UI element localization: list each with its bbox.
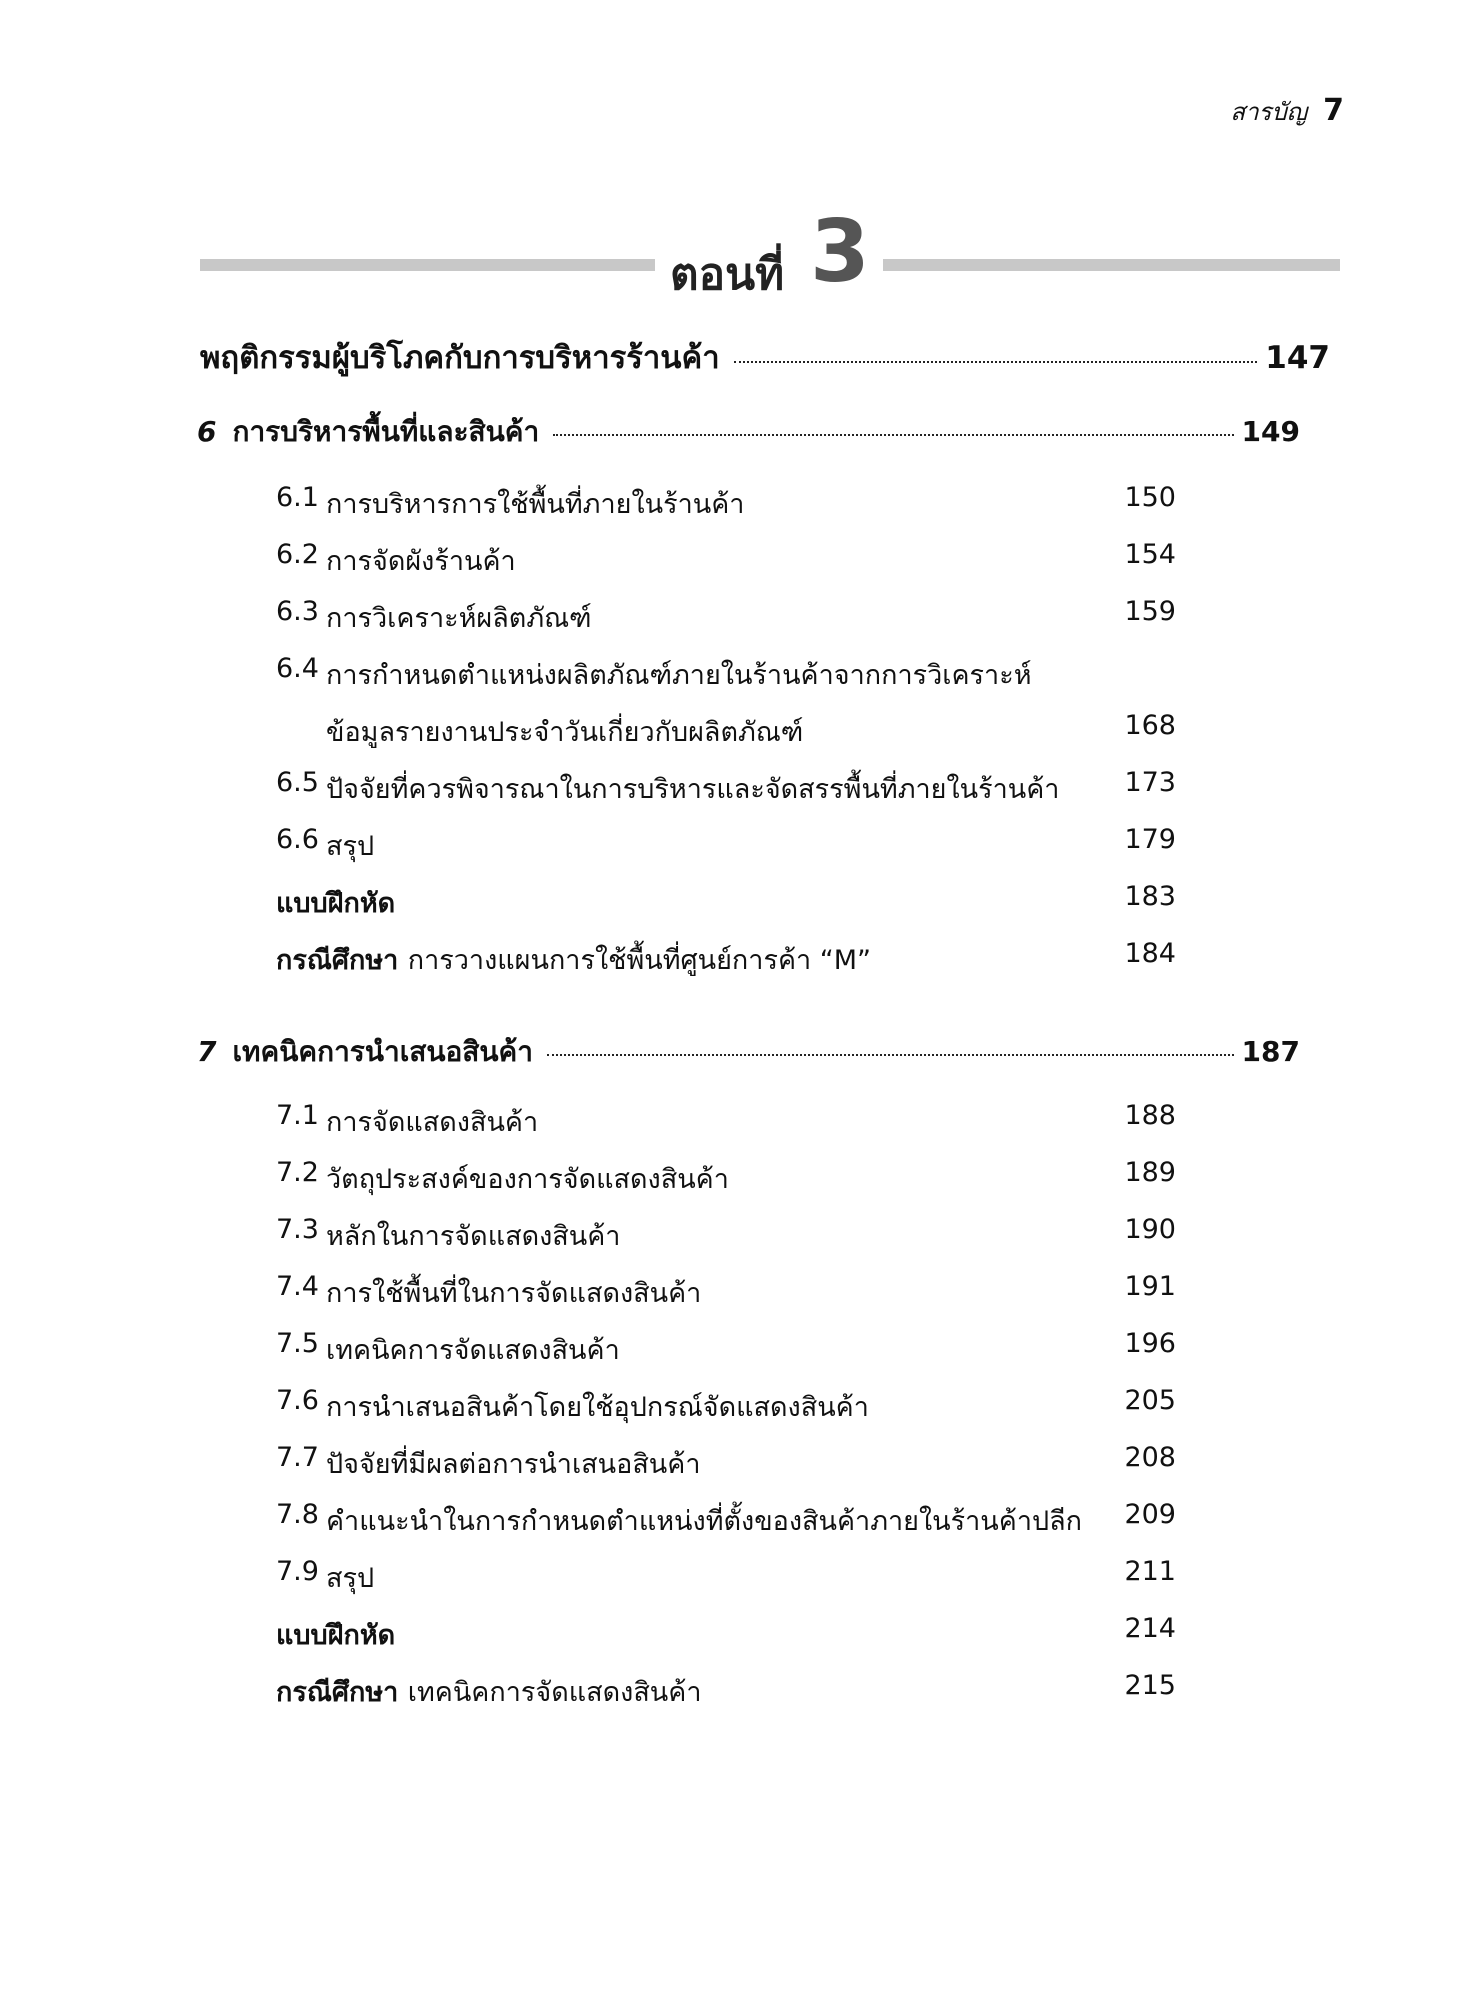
entry-page: 168 (1124, 710, 1176, 741)
entry-page: 190 (1124, 1214, 1176, 1245)
chapter-7-row[interactable] (197, 1030, 1300, 1074)
dot-leader (547, 1054, 1234, 1056)
chapter-number: 6 (197, 415, 217, 448)
entry-page: 209 (1124, 1499, 1176, 1530)
chapter-page: 149 (1241, 415, 1300, 448)
entry-page: 154 (1124, 539, 1176, 570)
entry-page: 214 (1124, 1613, 1176, 1644)
dot-leader (553, 434, 1233, 436)
entry-title: วัตถุประสงค์ของการจัดแสดงสินค้า (326, 1164, 729, 1195)
entry-title: การบริหารการใช้พื้นที่ภายในร้านค้า (326, 489, 745, 520)
chapter-title: เทคนิคการนำเสนอสินค้า (232, 1035, 533, 1068)
entry-page: 196 (1124, 1328, 1176, 1359)
entry-page: 183 (1124, 881, 1176, 912)
entry-number: 6.1 (276, 482, 319, 513)
entry-title: เทคนิคการจัดแสดงสินค้า (326, 1335, 620, 1366)
entry-page: 159 (1124, 596, 1176, 627)
part-label: ตอนที่ (670, 249, 785, 300)
dot-leader (734, 361, 1258, 363)
entry-number: 6.6 (276, 824, 319, 855)
entry-page: 188 (1124, 1100, 1176, 1131)
entry-page: 205 (1124, 1385, 1176, 1416)
case-study-title: การวางแผนการใช้พื้นที่ศูนย์การค้า “M” (407, 945, 872, 976)
case-study-line (276, 938, 871, 981)
entry-page: 215 (1124, 1670, 1176, 1701)
entry-number: 7.5 (276, 1328, 319, 1359)
entry-title: หลักในการจัดแสดงสินค้า (326, 1221, 621, 1252)
entry-page: 173 (1124, 767, 1176, 798)
case-study-line (276, 1670, 701, 1713)
chapter-page: 187 (1241, 1035, 1300, 1068)
chapter-title: การบริหารพื้นที่และสินค้า (232, 415, 540, 448)
case-study-label: กรณีศึกษา (276, 1677, 399, 1708)
entry-page: 184 (1124, 938, 1176, 969)
entry-title: การใช้พื้นที่ในการจัดแสดงสินค้า (326, 1278, 702, 1309)
entry-title: คำแนะนำในการกำหนดตำแหน่งที่ตั้งของสินค้าภายในร้านค้าปลีก (326, 1506, 1083, 1537)
entry-title-continued: ข้อมูลรายงานประจำวันเกี่ยวกับผลิตภัณฑ์ (326, 717, 804, 748)
entry-number: 7.8 (276, 1499, 319, 1530)
entry-title: การจัดแสดงสินค้า (326, 1107, 539, 1138)
entry-number: 7.9 (276, 1556, 319, 1587)
part-rule-right (883, 259, 1340, 271)
case-study-label: กรณีศึกษา (276, 945, 399, 976)
entry-title: ปัจจัยที่มีผลต่อการนำเสนอสินค้า (326, 1449, 701, 1480)
entry-page: 208 (1124, 1442, 1176, 1473)
entry-number: 6.4 (276, 653, 319, 684)
entry-number: 7.2 (276, 1157, 319, 1188)
entry-page: 211 (1124, 1556, 1176, 1587)
entry-title: สรุป (326, 831, 375, 862)
entry-page: 150 (1124, 482, 1176, 513)
entry-number: 6.3 (276, 596, 319, 627)
exercise-label: แบบฝึกหัด (276, 888, 396, 919)
entry-number: 7.6 (276, 1385, 319, 1416)
part-rule-left (200, 259, 655, 271)
entry-number: 6.2 (276, 539, 319, 570)
unit-page: 147 (1265, 340, 1330, 376)
entry-title: การกำหนดตำแหน่งผลิตภัณฑ์ภายในร้านค้าจากการวิเคราะห์ (326, 660, 1032, 691)
exercise-label: แบบฝึกหัด (276, 1620, 396, 1651)
entry-title: สรุป (326, 1563, 375, 1594)
entry-title: การจัดผังร้านค้า (326, 546, 516, 577)
chapter-number: 7 (197, 1035, 217, 1068)
entry-number: 7.3 (276, 1214, 319, 1245)
part-heading (200, 202, 1340, 305)
entry-number: 7.1 (276, 1100, 319, 1131)
entry-page: 191 (1124, 1271, 1176, 1302)
unit-title-row[interactable] (200, 332, 1330, 382)
entry-page: 189 (1124, 1157, 1176, 1188)
entry-title: การวิเคราะห์ผลิตภัณฑ์ (326, 603, 592, 634)
part-number: 3 (810, 202, 870, 302)
running-head-title: สารบัญ (1230, 98, 1308, 126)
running-head-page-number: 7 (1323, 93, 1344, 128)
entry-number: 7.4 (276, 1271, 319, 1302)
running-head (1230, 92, 1344, 131)
entry-title: ปัจจัยที่ควรพิจารณาในการบริหารและจัดสรรพื้นที่ภายในร้านค้า (326, 774, 1060, 805)
chapter-6-row[interactable] (197, 410, 1300, 454)
entry-number: 7.7 (276, 1442, 319, 1473)
case-study-title: เทคนิคการจัดแสดงสินค้า (407, 1677, 702, 1708)
entry-number: 6.5 (276, 767, 319, 798)
unit-title: พฤติกรรมผู้บริโภคกับการบริหารร้านค้า (200, 340, 720, 376)
entry-page: 179 (1124, 824, 1176, 855)
entry-title: การนำเสนอสินค้าโดยใช้อุปกรณ์จัดแสดงสินค้า (326, 1392, 869, 1423)
